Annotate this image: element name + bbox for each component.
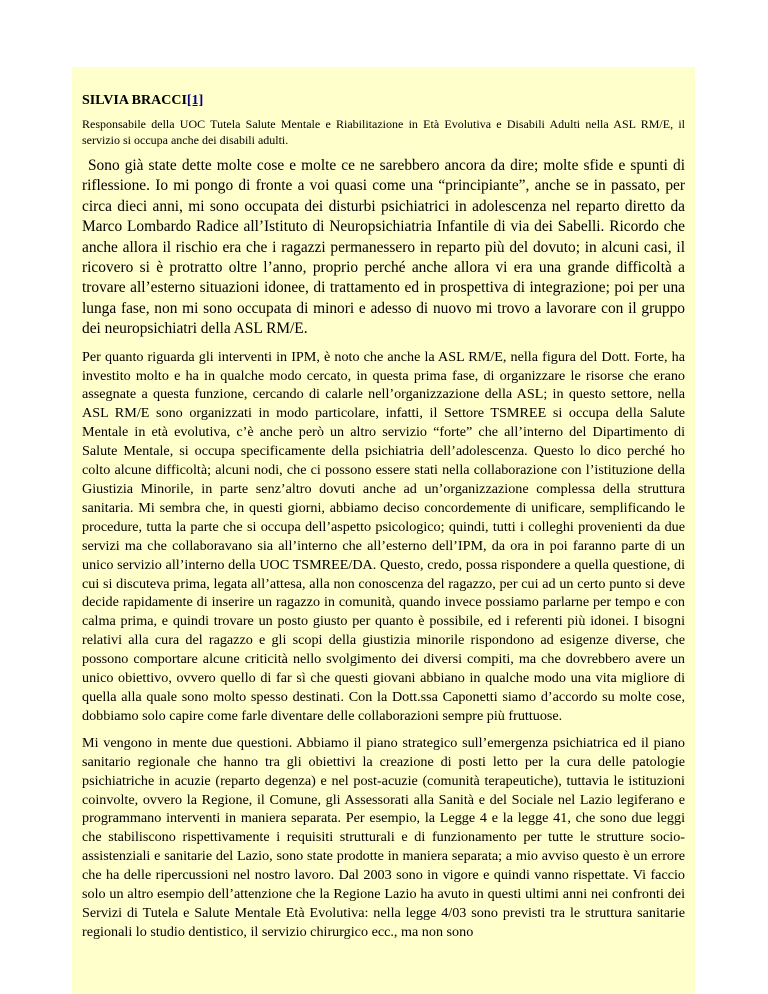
document-page	[72, 67, 695, 994]
paragraph-1: Sono già state dette molte cose e molte ce ne sarebbero ancora da dire; molte sfide e spunti di riflessione. Io mi pongo di fronte a voi quasi come una “principiante”, anche se in passato, per circa dieci anni, mi sono occupata dei disturbi psichiatrici in adolescenza nel reparto diretto da Marco Lombardo Radice all’Istituto di Neuropsichiatria Infantile di via dei Sabelli. Ricordo che anche allora il rischio era che i ragazzi permanessero in reparto più del dovuto; in alcuni casi, il ricovero si è protratto oltre l’anno, proprio perché anche allora vi era una grande difficoltà a trovare all’esterno situazioni idonee, di trattamento ed in prospettiva di integrazione; poi per una lunga fase, non mi sono occupata di minori e adesso di nuovo mi trovo a lavorare con il gruppo dei neuropsichiatri della ASL RM/E.	[82, 157, 685, 338]
paragraph-2: Per quanto riguarda gli interventi in IPM, è noto che anche la ASL RM/E, nella figura del Dott. Forte, ha investito molto e ha in qualche modo cercato, in questa prima fase, di organizzare le risorse che erano assegnate a questa funzione, cercando di calarle nell’organizzazione della ASL; in questo settore, nella ASL RM/E sono organizzati in modo particolare, infatti, il Settore TSMREE si occupa della Salute Mentale in età evolutiva, c’è anche però un altro servizio “forte” che all’interno del Dipartimento di Salute Mentale, si occupa specificamente della psichiatria dell’adolescenza. Questo lo dico perché ho colto alcune difficoltà; alcuni nodi, che ci possono essere stati nella collaborazione con l’istituzione della Giustizia Minorile, in parte senz’altro dovuti anche ad un’organizzazione complessa della struttura sanitaria. Mi sembra che, in questi giorni, abbiamo deciso concordemente di unificare, semplificando le procedure, tutta la parte che si occupa dell’aspetto psicologico; quindi, tutti i colleghi provenienti da due servizi ma che collaboravano sia all’interno che all’esterno dell’IPM, da ora in poi faranno parte di un unico servizio all’interno della UOC TSMREE/DA. Questo, credo, possa rispondere a quella questione, di cui si discuteva prima, legata all’attesa, alla non conoscenza del ragazzo, per cui ad un certo punto si deve decide rapidamente di inserire un ragazzo in comunità, quando invece possiamo parlarne per tempo e con calma prima, e quindi trovare un posto giusto per quanto è possibile, ed i referenti più idonei. I bisogni relativi alla cura del ragazzo e gli scopi della giustizia minorile rispondono ad esigenze diverse, che possono comportare alcune criticità nello svolgimento dei diversi compiti, ma che dovrebbero avere un unico obiettivo, ovvero quello di far sì che questi giovani abbiano in qualche modo una vita migliore di quella alla quale sono molto spesso destinati. Con la Dott.ssa Caponetti siamo d’accordo su molte cose, dobbiamo solo capire come farle diventare delle collaborazioni sempre più fruttuose.	[82, 348, 685, 724]
document-content	[72, 67, 695, 942]
author-role: Responsabile della UOC Tutela Salute Mentale e Riabilitazione in Età Evolutiva e Disabili Adulti nella ASL RM/E, il servizio si occupa anche dei disabili adulti.	[82, 117, 685, 147]
author-name: SILVIA BRACCI	[82, 93, 187, 108]
paragraph-3: Mi vengono in mente due questioni. Abbiamo il piano strategico sull’emergenza psichiatrica ed il piano sanitario regionale che hanno tra gli obiettivi la creazione di posti letto per la cura delle patologie psichiatriche in acuzie (reparto degenza) e nel post-acuzie (comunità terapeutiche), tuttavia le istituzioni coinvolte, ovvero la Regione, il Comune, gli Assessorati alla Sanità e del Sociale nel Lazio legiferano e programmano interventi in maniera separata. Per esempio, la Legge 4 e la legge 41, che sono due leggi che stabiliscono rispettivamente i requisiti strutturali e di funzionamento per tutte le strutture socio-assistenziali e sanitarie del Lazio, sono state prodotte in maniera separata; a mio avviso questo è un errore che ha delle ripercussioni nel nostro lavoro. Dal 2003 sono in vigore e quindi vanno rispettate. Vi faccio solo un altro esempio dell’attenzione che la Regione Lazio ha avuto in questi ultimi anni nei confronti dei Servizi di Tutela e Salute Mentale Età Evolutiva: nella legge 4/03 sono previsti tra le struttura sanitarie regionali lo studio dentistico, il servizio chirurgico ecc., ma non sono	[82, 734, 685, 940]
author-heading	[82, 92, 685, 110]
footnote-link[interactable]: [1]	[186, 93, 204, 108]
